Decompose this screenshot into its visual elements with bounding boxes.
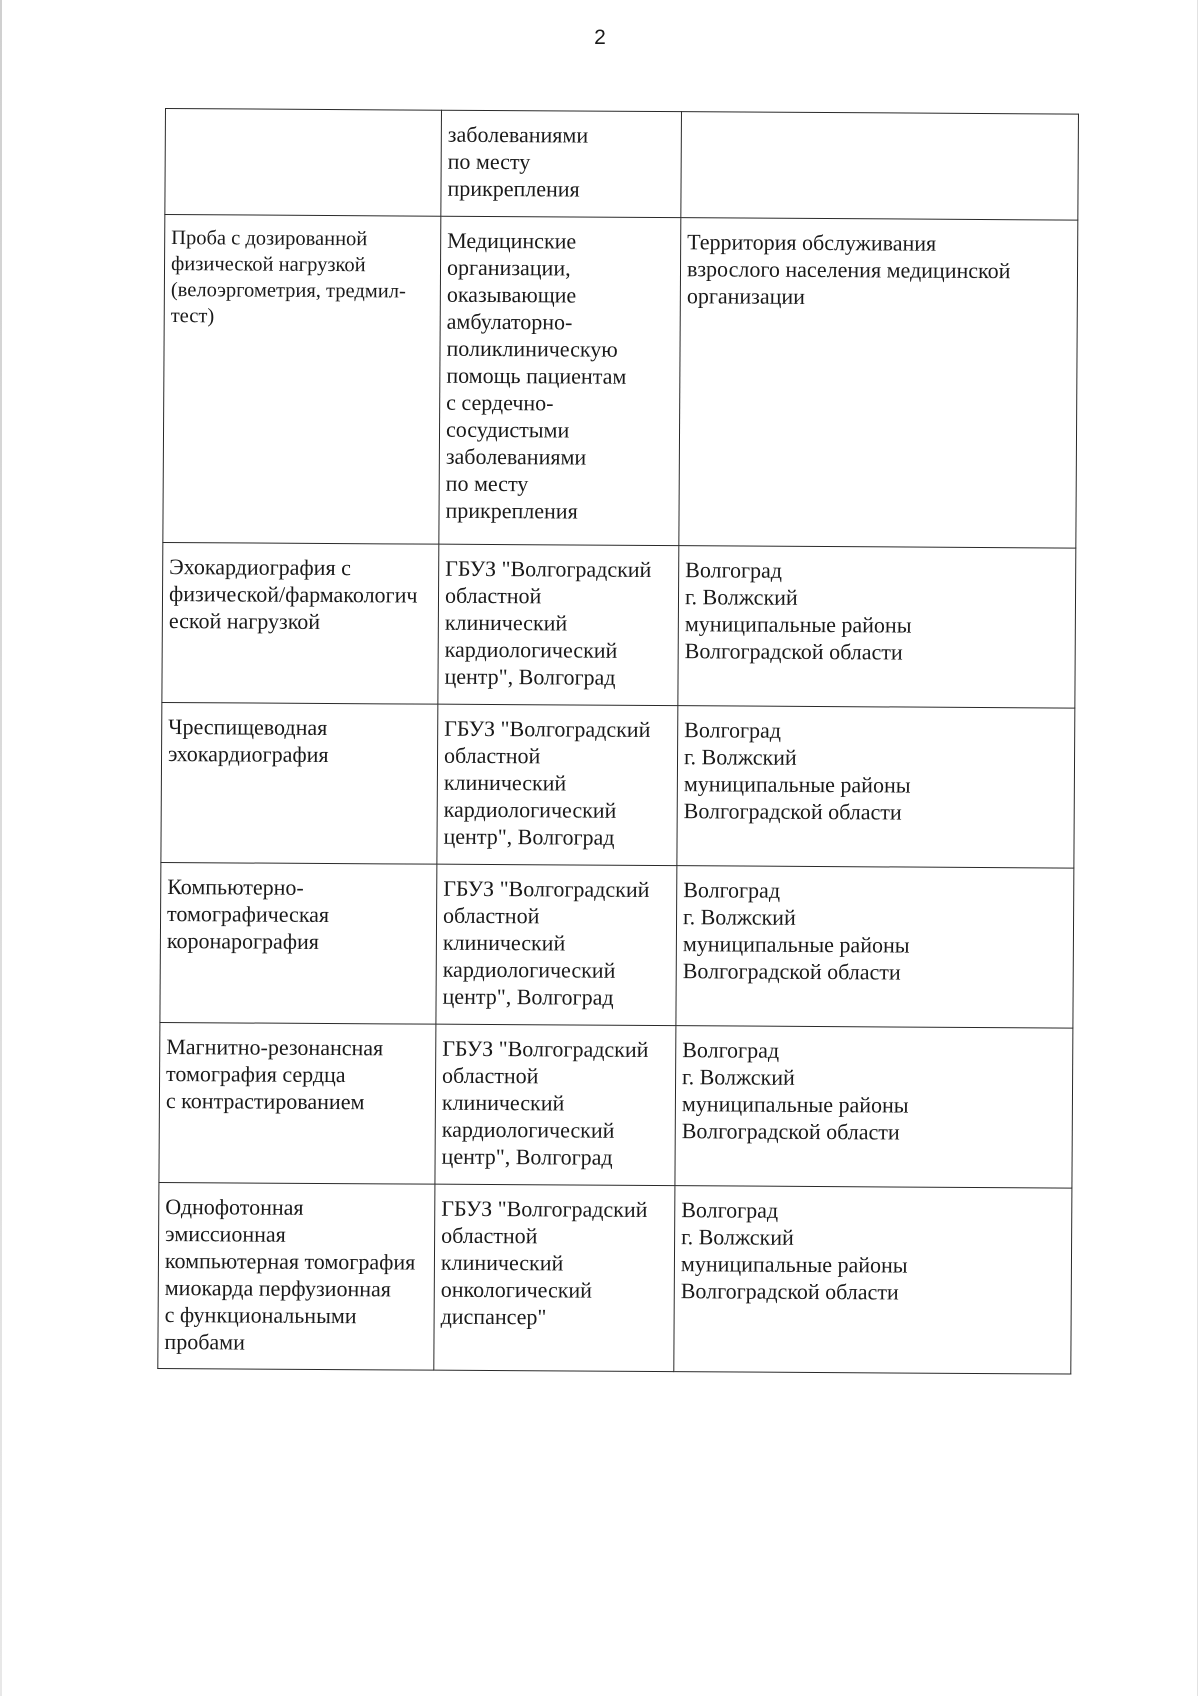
table-row [160, 862, 1074, 1028]
cell-service: Магнитно-резонансная томография сердца с контрастированием [159, 1022, 436, 1184]
page-number: 2 [594, 26, 606, 49]
cell-organization: ГБУЗ "Волгоградский областной клинический кардиологический центр", Волгоград [437, 704, 678, 865]
cell-territory: Волгоград г. Волжский муниципальные районы Волгоградской области [677, 706, 1075, 868]
table-row [165, 109, 1079, 221]
cell-organization: ГБУЗ "Волгоградский областной клинический кардиологический центр", Волгоград [438, 544, 679, 705]
cell-territory: Волгоград г. Волжский муниципальные районы Волгоградской области [676, 866, 1074, 1028]
cell-organization: ГБУЗ "Волгоградский областной клинический кардиологический центр", Волгоград [436, 864, 677, 1025]
cell-territory: Волгоград г. Волжский муниципальные районы Волгоградской области [678, 546, 1076, 708]
cell-organization: ГБУЗ "Волгоградский областной клинический онкологический диспансер" [434, 1184, 675, 1371]
cell-organization: Медицинские организации, оказывающие амбулаторно- поликлиническую помощь пациентам с сердечно- сосудистыми заболеваниями по месту прикрепления [439, 216, 681, 545]
cell-service: Однофотонная эмиссионная компьютерная томография миокарда перфузионная с функциональными пробами [158, 1182, 435, 1370]
cell-organization: ГБУЗ "Волгоградский областной клинический кардиологический центр", Волгоград [435, 1024, 676, 1185]
cell-service: Проба с дозированной физической нагрузкой (велоэргометрия, тредмил- тест) [163, 215, 441, 545]
table-row [163, 215, 1078, 549]
table-row [158, 1182, 1072, 1374]
cell-territory: Волгоград г. Волжский муниципальные районы Волгоградской области [674, 1186, 1072, 1374]
services-table [157, 108, 1079, 1375]
cell-service: Компьютерно- томографическая коронарография [160, 862, 437, 1024]
cell-territory: Территория обслуживания взрослого населения медицинской организации [679, 218, 1078, 548]
cell-territory [681, 112, 1079, 220]
cell-territory: Волгоград г. Волжский муниципальные районы Волгоградской области [675, 1026, 1073, 1188]
scan-edge-left [0, 0, 2, 1696]
table-row [161, 702, 1075, 868]
cell-service: Эхокардиография с физической/фармакологич еской нагрузкой [162, 542, 439, 704]
table-row [159, 1022, 1073, 1188]
cell-organization: заболеваниями по месту прикрепления [441, 110, 682, 217]
cell-service [165, 109, 442, 217]
scan-edge-right [1197, 0, 1198, 1696]
cell-service: Чреспищеводная эхокардиография [161, 702, 438, 864]
table-row [162, 542, 1076, 708]
